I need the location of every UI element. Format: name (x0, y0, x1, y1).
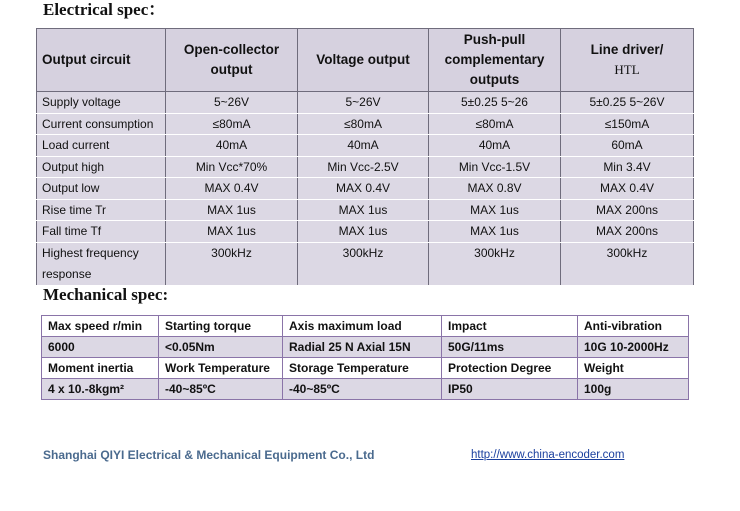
mech-cell: Radial 25 N Axial 15N (283, 337, 442, 358)
cell-line-driver: ≤150mA (561, 113, 694, 135)
mech-cell: Impact (442, 316, 578, 337)
cell-open-collector: ≤80mA (166, 113, 298, 135)
cell-open-collector: Min Vcc*70% (166, 156, 298, 178)
row-label: Supply voltage (37, 92, 166, 114)
cell-open-collector: 5~26V (166, 92, 298, 114)
row-label-line2: response (42, 266, 92, 281)
table-row (37, 199, 694, 221)
mech-cell: -40~85ºC (283, 379, 442, 400)
mech-cell: 4 x 10.-8kgm² (42, 379, 159, 400)
mech-cell: Moment inertia (42, 358, 159, 379)
website-link[interactable]: http://www.china-encoder.com (471, 449, 625, 461)
cell-line-driver: 5±0.25 5~26V (561, 92, 694, 114)
cell-push-pull: 5±0.25 5~26 (429, 92, 561, 114)
row-label: Output low (37, 178, 166, 200)
cell-push-pull: Min Vcc-1.5V (429, 156, 561, 178)
table-row (42, 337, 689, 358)
mech-cell: Axis maximum load (283, 316, 442, 337)
row-label: Current consumption (37, 113, 166, 135)
cell-push-pull: ≤80mA (429, 113, 561, 135)
table-row (37, 242, 694, 285)
cell-voltage-output: Min Vcc-2.5V (298, 156, 429, 178)
cell-line-driver: MAX 200ns (561, 221, 694, 243)
row-label-line1: Highest frequency (42, 245, 139, 260)
table-row (37, 135, 694, 157)
mech-cell: 6000 (42, 337, 159, 358)
header-voltage-output: Voltage output (298, 29, 429, 92)
cell-voltage-output: 40mA (298, 135, 429, 157)
header-open-collector-line2: output (210, 62, 253, 77)
header-push-pull-line2: complementary (444, 52, 545, 67)
header-push-pull-line3: outputs (469, 72, 520, 87)
cell-voltage-output: MAX 0.4V (298, 178, 429, 200)
row-label: Load current (37, 135, 166, 157)
cell-open-collector: MAX 1us (166, 221, 298, 243)
header-line-driver-line2: HTL (614, 62, 640, 77)
header-open-collector-line1: Open-collector (183, 42, 280, 57)
table-row (37, 221, 694, 243)
mechanical-spec-table (41, 315, 689, 400)
row-label: Fall time Tf (37, 221, 166, 243)
mech-cell: Max speed r/min (42, 316, 159, 337)
mechanical-spec-heading: Mechanical spec: (43, 285, 169, 304)
cell-push-pull: 300kHz (429, 242, 561, 285)
company-name: Shanghai QIYI Electrical & Mechanical Equipment Co., Ltd (43, 448, 375, 462)
mech-cell: 50G/11ms (442, 337, 578, 358)
cell-line-driver: MAX 200ns (561, 199, 694, 221)
electrical-spec-heading: Electrical spec： (43, 0, 166, 19)
mech-cell: Weight (578, 358, 689, 379)
header-line-driver-line1: Line driver/ (590, 42, 664, 57)
cell-voltage-output: 300kHz (298, 242, 429, 285)
header-push-pull-line1: Push-pull (463, 32, 526, 47)
header-line-driver (561, 29, 694, 92)
mech-cell: Anti-vibration (578, 316, 689, 337)
table-row (37, 113, 694, 135)
cell-line-driver: Min 3.4V (561, 156, 694, 178)
mech-cell: IP50 (442, 379, 578, 400)
table-row (42, 358, 689, 379)
cell-push-pull: MAX 1us (429, 199, 561, 221)
mech-cell: Storage Temperature (283, 358, 442, 379)
table-row (37, 156, 694, 178)
row-label: Output high (37, 156, 166, 178)
cell-voltage-output: MAX 1us (298, 221, 429, 243)
row-label: Rise time Tr (37, 199, 166, 221)
table-row (37, 178, 694, 200)
cell-push-pull: MAX 0.8V (429, 178, 561, 200)
cell-voltage-output: 5~26V (298, 92, 429, 114)
mech-cell: Starting torque (159, 316, 283, 337)
cell-line-driver: 60mA (561, 135, 694, 157)
cell-open-collector: MAX 0.4V (166, 178, 298, 200)
cell-open-collector: 300kHz (166, 242, 298, 285)
cell-line-driver: MAX 0.4V (561, 178, 694, 200)
electrical-spec-table (36, 28, 694, 286)
mech-cell: Protection Degree (442, 358, 578, 379)
header-open-collector (166, 29, 298, 92)
table-row (37, 92, 694, 114)
cell-voltage-output: ≤80mA (298, 113, 429, 135)
table-row (42, 316, 689, 337)
mech-cell: 10G 10-2000Hz (578, 337, 689, 358)
mech-cell: <0.05Nm (159, 337, 283, 358)
mech-cell: -40~85ºC (159, 379, 283, 400)
cell-line-driver: 300kHz (561, 242, 694, 285)
mech-cell: 100g (578, 379, 689, 400)
cell-push-pull: MAX 1us (429, 221, 561, 243)
header-push-pull (429, 29, 561, 92)
row-label (37, 242, 166, 285)
cell-open-collector: MAX 1us (166, 199, 298, 221)
mech-cell: Work Temperature (159, 358, 283, 379)
header-output-circuit: Output circuit (37, 29, 166, 92)
cell-push-pull: 40mA (429, 135, 561, 157)
table-row (42, 379, 689, 400)
cell-voltage-output: MAX 1us (298, 199, 429, 221)
electrical-header-row (37, 29, 694, 92)
cell-open-collector: 40mA (166, 135, 298, 157)
